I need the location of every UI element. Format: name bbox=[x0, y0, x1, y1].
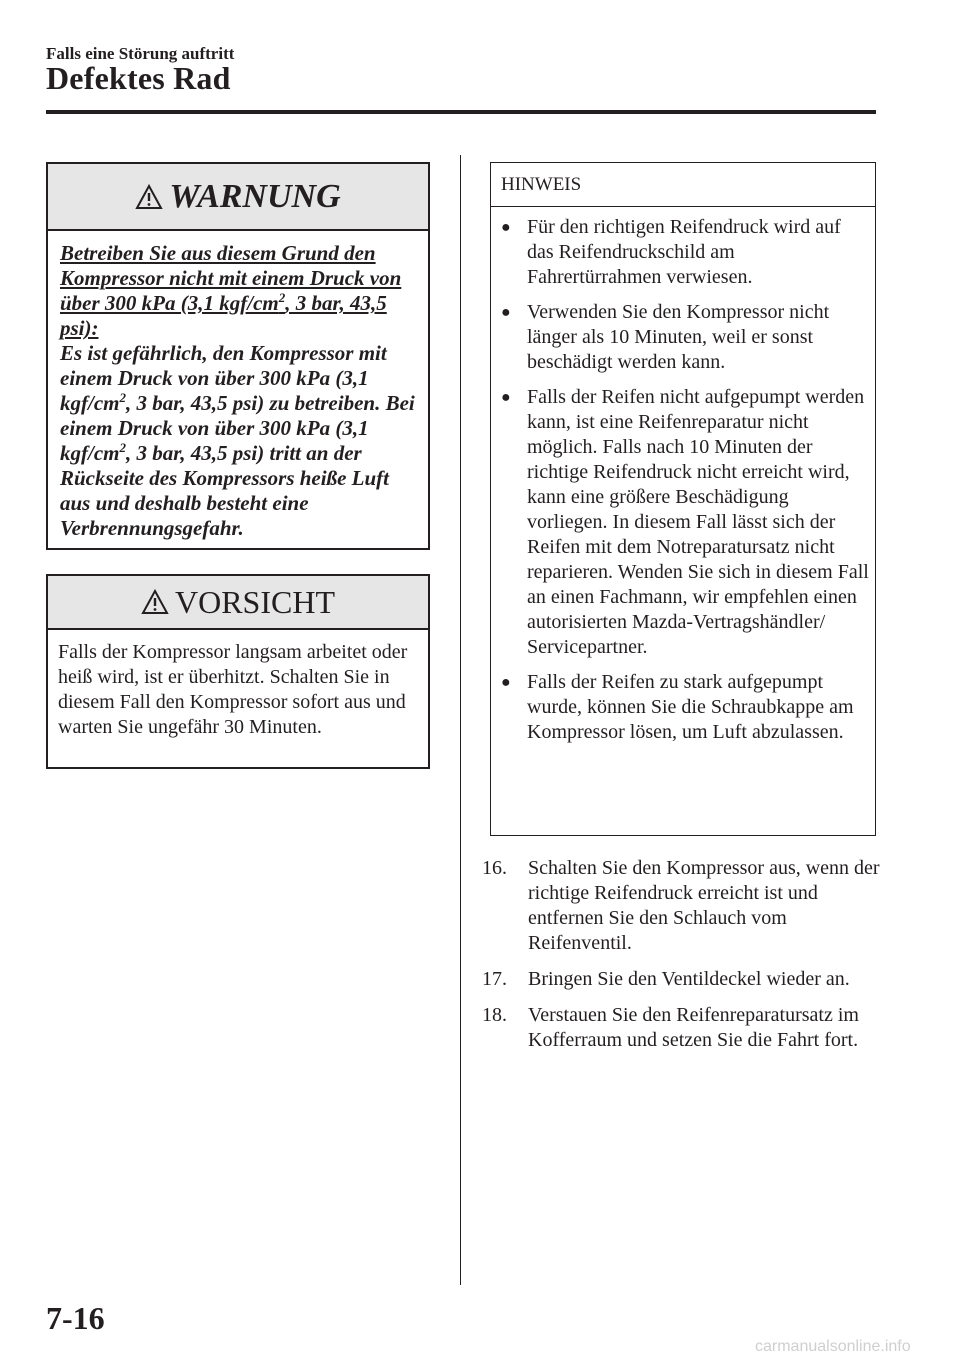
note-box bbox=[490, 162, 876, 836]
title-rule bbox=[46, 110, 876, 114]
note-list bbox=[491, 207, 875, 745]
note-item: ● Falls der Reifen zu stark aufgepumpt wurde, können Sie die Schraubkappe am Kompressor lösen, um Luft abzulassen. bbox=[501, 671, 854, 743]
step-item bbox=[482, 967, 882, 992]
step-text: Verstauen Sie den Reifenreparatursatz im Kofferraum und setzen Sie die Fahrt fort. bbox=[528, 1004, 859, 1051]
warning-triangle-icon bbox=[135, 184, 163, 210]
page-number: 7-16 bbox=[46, 1300, 105, 1336]
warning-text: Es ist gefährlich, den Kompressor mit einem Druck von über 300 kPa (3,1 kgf/$cm^2$, 3 bar, 43,5 psi) zu betreiben. Bei einem Druck von über 300 kPa (3,1 kgf/$cm^2$, 3 bar, 43,5 psi) tritt an der Rückseite des Kompressors heiße Luft aus und deshalb besteht eine Verbrennungsgefahr. bbox=[60, 341, 415, 540]
warning-header bbox=[48, 164, 428, 231]
note-item: ● Falls der Reifen nicht aufgepumpt werden kann, ist eine Reifenreparatur nicht möglich. Falls nach 10 Minuten der richtige Reifendruck nicht erreicht wird, kann eine größere Beschädigung vorliegen. In diesem Fall lässt sich der Reifen mit dem Notreparatursatz nicht reparieren. Wenden Sie sich in diesem Fall an einen Fachmann, wir empfehlen einen autorisierten Mazda-Vertragshändler/ Servicepartner. bbox=[501, 386, 869, 658]
warning-triangle-icon bbox=[141, 589, 169, 615]
section-label: Falls eine Störung auftritt bbox=[46, 44, 235, 63]
page-title: Defektes Rad bbox=[46, 60, 231, 96]
step-text: Bringen Sie den Ventildeckel wieder an. bbox=[528, 968, 850, 990]
warning-title: WARNUNG bbox=[169, 177, 341, 215]
column-divider bbox=[460, 155, 461, 1285]
caution-text: Falls der Kompressor langsam arbeitet oder heiß wird, ist er überhitzt. Schalten Sie in diesem Fall den Kompressor sofort aus und warten Sie ungefähr 30 Minuten. bbox=[58, 641, 408, 738]
watermark: carmanualsonline.info bbox=[755, 1338, 911, 1355]
note-title: HINWEIS bbox=[491, 163, 875, 207]
note-item: ● Verwenden Sie den Kompressor nicht länger als 10 Minuten, weil er sonst beschädigt werden kann. bbox=[501, 301, 830, 373]
step-number: 18. bbox=[482, 1004, 507, 1026]
warning-body bbox=[48, 231, 428, 541]
note-item: ● Für den richtigen Reifendruck wird auf das Reifendruckschild am Fahrertürrahmen verwiesen. bbox=[501, 216, 841, 288]
step-number: 17. bbox=[482, 968, 507, 990]
bullet-icon: ● bbox=[501, 304, 511, 321]
step-number: 16. bbox=[482, 857, 507, 879]
step-list bbox=[482, 856, 882, 1064]
caution-header bbox=[48, 576, 428, 630]
bullet-icon: ● bbox=[501, 219, 511, 236]
warning-heading: Betreiben Sie aus diesem Grund den Kompressor nicht mit einem Druck von über 300 kPa (3,1 kgf/$cm^2$, 3 bar, 43,5 psi): bbox=[60, 241, 402, 340]
bullet-icon: ● bbox=[501, 674, 511, 691]
step-item bbox=[482, 856, 882, 956]
step-item bbox=[482, 1003, 882, 1053]
caution-title: VORSICHT bbox=[174, 583, 335, 620]
warning-box bbox=[46, 162, 430, 550]
caution-box bbox=[46, 574, 430, 769]
bullet-icon: ● bbox=[501, 389, 511, 406]
step-text: Schalten Sie den Kompressor aus, wenn der richtige Reifendruck erreicht ist und entfernen Sie den Schlauch vom Reifenventil. bbox=[528, 857, 880, 954]
